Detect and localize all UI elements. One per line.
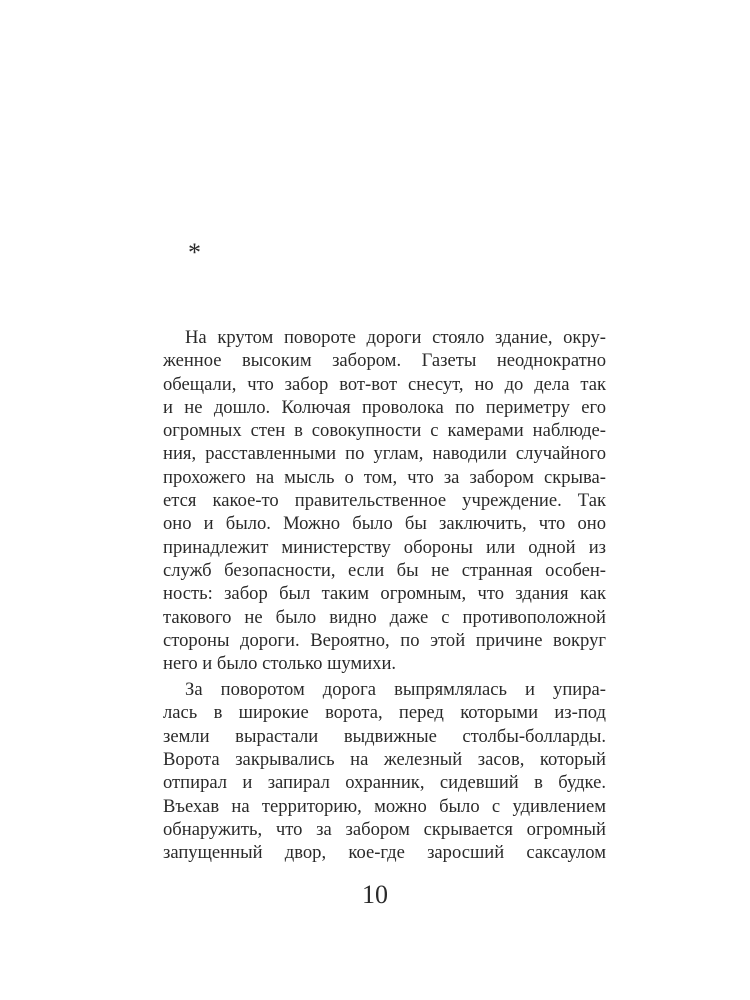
text-line: земли вырастали выдвижные столбы-болларды. — [163, 725, 606, 747]
text-line: такового не было видно даже с противоположной — [163, 606, 606, 628]
text-line: ность: забор был таким огромным, что здания как — [163, 583, 606, 605]
text-line: и не дошло. Колючая проволока по периметру его — [163, 396, 606, 418]
text-line: ния, расставленными по углам, наводили случайного — [163, 443, 606, 465]
body-text — [163, 326, 606, 865]
text-line: Ворота закрывались на железный засов, который — [163, 749, 606, 771]
page-number: 10 — [362, 880, 388, 909]
text-line: За поворотом дорога выпрямлялась и упира- — [185, 679, 606, 701]
text-line: женное высоким забором. Газеты неоднократно — [163, 350, 606, 372]
paragraph — [163, 326, 606, 675]
text-line: обнаружить, что за забором скрывается огромный — [163, 818, 606, 840]
text-line: Въехав на территорию, можно было с удивлением — [163, 795, 606, 817]
text-line: лась в широкие ворота, перед которыми из-под — [163, 702, 606, 724]
paragraph — [163, 678, 606, 864]
text-line: служб безопасности, если бы не странная особен- — [163, 559, 606, 581]
text-line: обещали, что забор вот-вот снесут, но до дела так — [163, 373, 606, 395]
text-line: На крутом повороте дороги стояло здание, окру- — [185, 327, 606, 348]
text-line: стороны дороги. Вероятно, по этой причине вокруг — [163, 629, 606, 651]
text-line: ется какое-то правительственное учреждение. Так — [163, 490, 606, 512]
section-mark: * — [188, 238, 201, 267]
text-line: принадлежит министерству обороны или одной из — [163, 536, 606, 558]
text-line: огромных стен в совокупности с камерами наблюде- — [163, 420, 606, 442]
text-line: отпирал и запирал охранник, сидевший в будке. — [163, 772, 606, 794]
text-line: него и было столько шумихи. — [163, 653, 397, 675]
text-line: оно и было. Можно было бы заключить, что оно — [163, 513, 606, 535]
text-line: прохожего на мысль о том, что за забором скрыва- — [163, 466, 606, 488]
text-line: запущенный двор, кое-где заросший саксаулом — [163, 842, 606, 864]
